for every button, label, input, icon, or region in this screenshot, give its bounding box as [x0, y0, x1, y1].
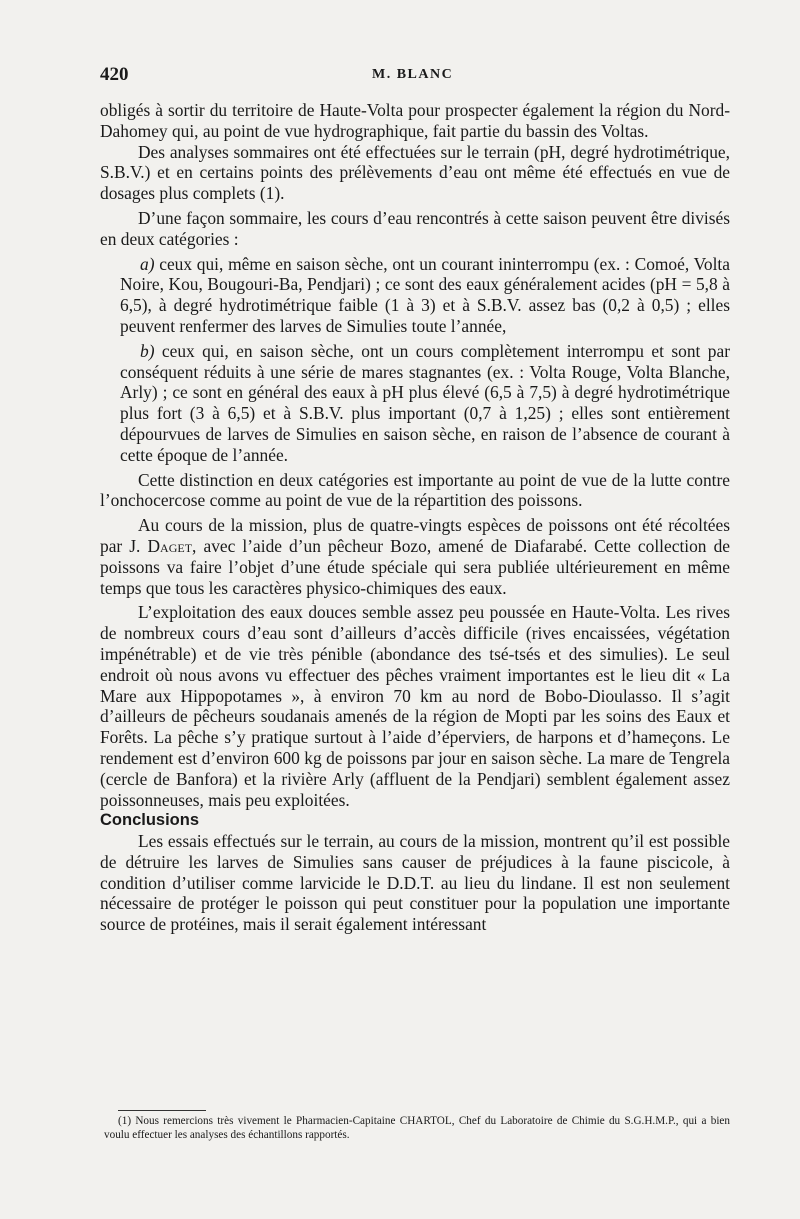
body-text — [100, 100, 730, 935]
paragraph: Des analyses sommaires ont été effectuées sur le terrain (pH, degré hydrotimétrique, S.B.V.) et en certains points des prélèvements d’eau ont même été effectués en vue de dosages plus complets (1). — [100, 141, 730, 204]
footnote-text: (1) Nous remercions très vivement le Pharmacien-Capitaine CHARTOL, Chef du Laboratoire de Chimie du S.G.H.M.P., qui a bien voulu effectuer les analyses des échantillons rapportés. — [104, 1115, 730, 1141]
paragraph — [100, 515, 730, 598]
item-text: ceux qui, même en saison sèche, ont un courant ininterrompu (ex. : Comoé, Volta Noire, Kou, Bougouri-Ba, Pendjari) ; ce sont des eaux généralement acides (pH = 5,8 à 6,5), à degré hydrotimétrique faible (1 à 3) et à S.B.V. assez bas (0,2 à 0,5) ; elles peuvent renfermer des larves de Simulies toute l’année, — [120, 253, 730, 336]
item-letter: b) — [140, 340, 155, 361]
paragraph: D’une façon sommaire, les cours d’eau rencontrés à cette saison peuvent être divisés en deux catégories : — [100, 207, 730, 249]
section-heading: Conclusions — [100, 811, 200, 830]
paragraph: Cette distinction en deux catégories est importante au point de vue de la lutte contre l’onchocercose comme au point de vue de la répartition des poissons. — [100, 469, 730, 511]
footnote-divider — [118, 1110, 206, 1111]
footnote — [104, 1115, 730, 1142]
text-run: Au cours de la mission, plus de quatre-vingts espèces de poissons ont été récoltées par J. — [100, 515, 730, 556]
item-text: ceux qui, en saison sèche, ont un cours complètement interrompu et sont par conséquent réduits à une série de mares stagnantes (ex. : Volta Rouge, Volta Blanche, Arly) ; ce sont en général des eaux à pH plus élevé (6,5 à 7,5) à degré hydrotimétrique plus fort (3 à 6,5) et à S.B.V. plus important (0,7 à 1,25) ; elles sont entièrement dépourvues de larves de Simulies en saison sèche, en raison de l’absence de courant à cette époque de l’année. — [120, 340, 730, 465]
page-header — [100, 64, 732, 92]
list-item-b — [100, 341, 730, 466]
paragraph: Les essais effectués sur le terrain, au cours de la mission, montrent qu’il est possible de détruire les larves de Simulies sans causer de préjudices à la faune piscicole, à condition d’utiliser comme larvicide le D.D.T. au lieu du lindane. Il est non seulement nécessaire de protéger le poisson qui peut constituer pour la population une importante source de protéines, mais il serait également intéressant — [100, 831, 730, 935]
author-name: Daget — [147, 535, 193, 556]
text-run: , avec l’aide d’un pêcheur Bozo, amené de Diafarabé. Cette collection de poissons va faire l’objet d’une étude spéciale qui sera publiée ultérieurement en même temps que tous les caractères physico-chimiques des eaux. — [100, 535, 730, 598]
item-letter: a) — [140, 253, 155, 274]
list-item-a — [100, 254, 730, 337]
page-number: 420 — [100, 64, 129, 85]
running-head: M. BLANC — [372, 67, 454, 82]
paragraph: obligés à sortir du territoire de Haute-Volta pour prospecter également la région du Nord-Dahomey qui, au point de vue hydrographique, fait partie du bassin des Voltas. — [100, 100, 730, 141]
paragraph: L’exploitation des eaux douces semble assez peu poussée en Haute-Volta. Les rives de nombreux cours d’eau sont d’ailleurs d’accès difficile (rives encaissées, végétation impénétrable) et de vie très pénible (abondance des tsé-tsés et des simulies). Le seul endroit où nous avons vu effectuer des pêches vraiment importantes est le lieu dit « La Mare aux Hippopotames », à environ 70 km au nord de Bobo-Dioulasso. Il s’agit d’ailleurs de pêcheurs soudanais amenés de la région de Mopti par les soins des Eaux et Forêts. La pêche s’y pratique surtout à l’aide d’éperviers, de harpons et d’hameçons. Le rendement est d’environ 600 kg de poissons par jour en saison sèche. La mare de Tengrela (cercle de Banfora) et la rivière Arly (affluent de la Pendjari) semblent également assez poissonneuses, mais peu exploitées. — [100, 602, 730, 810]
